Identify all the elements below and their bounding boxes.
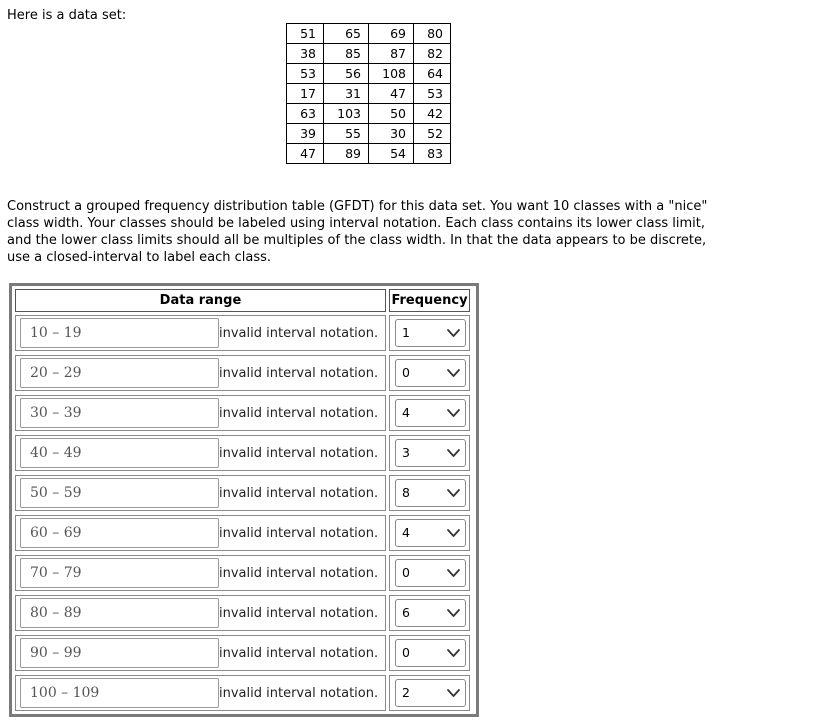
chevron-down-icon — [446, 525, 461, 540]
data-set-table — [286, 23, 451, 164]
range-input[interactable]: 10 – 19 — [20, 318, 219, 348]
data-value-cell: 63 — [287, 104, 324, 124]
data-value-cell: 103 — [324, 104, 369, 124]
data-range-cell — [15, 515, 386, 551]
validation-message: invalid interval notation. — [219, 606, 379, 621]
data-range-cell — [15, 555, 386, 591]
data-value-cell: 55 — [324, 124, 369, 144]
range-input[interactable]: 60 – 69 — [20, 518, 219, 548]
data-set-row — [287, 44, 451, 64]
data-value-cell: 56 — [324, 64, 369, 84]
frequency-dropdown[interactable] — [395, 359, 466, 387]
instructions-text: Construct a grouped frequency distribution table (GFDT) for this data set. You want 10 classes with a "nice" class width. Your classes should be labeled using interval notation. Each class contains its lower class limit, and the lower class limits should all be multiples of the class width. In that the data appears to be discrete, use a closed-interval to label each class. — [7, 199, 708, 265]
data-range-cell — [15, 635, 386, 671]
range-input[interactable]: 30 – 39 — [20, 398, 219, 428]
data-set-row — [287, 144, 451, 164]
gfdt-row — [15, 595, 470, 631]
chevron-down-icon — [446, 645, 461, 660]
frequency-value: 3 — [402, 445, 410, 460]
data-set-row — [287, 84, 451, 104]
frequency-value: 6 — [402, 605, 410, 620]
frequency-value: 4 — [402, 405, 410, 420]
frequency-value: 4 — [402, 525, 410, 540]
chevron-down-icon — [446, 565, 461, 580]
gfdt-row — [15, 675, 470, 711]
data-range-cell — [15, 475, 386, 511]
validation-message: invalid interval notation. — [219, 526, 379, 541]
frequency-cell — [389, 515, 470, 551]
chevron-down-icon — [446, 405, 461, 420]
range-input[interactable]: 40 – 49 — [20, 438, 219, 468]
frequency-cell — [389, 475, 470, 511]
data-value-cell: 38 — [287, 44, 324, 64]
validation-message: invalid interval notation. — [219, 326, 379, 341]
data-value-cell: 30 — [369, 124, 414, 144]
frequency-dropdown[interactable] — [395, 519, 466, 547]
frequency-value: 8 — [402, 485, 410, 500]
data-set-row — [287, 124, 451, 144]
data-set-row — [287, 104, 451, 124]
frequency-dropdown[interactable] — [395, 599, 466, 627]
chevron-down-icon — [446, 365, 461, 380]
data-set-row — [287, 64, 451, 84]
frequency-cell — [389, 435, 470, 471]
data-value-cell: 85 — [324, 44, 369, 64]
intro-text: Here is a data set: — [7, 8, 127, 23]
frequency-value: 1 — [402, 325, 410, 340]
gfdt-table — [9, 283, 479, 717]
chevron-down-icon — [446, 325, 461, 340]
chevron-down-icon — [446, 685, 461, 700]
data-value-cell: 87 — [369, 44, 414, 64]
data-value-cell: 108 — [369, 64, 414, 84]
frequency-dropdown[interactable] — [395, 399, 466, 427]
data-value-cell: 52 — [414, 124, 451, 144]
validation-message: invalid interval notation. — [219, 446, 379, 461]
data-range-cell — [15, 315, 386, 351]
range-input[interactable]: 70 – 79 — [20, 558, 219, 588]
frequency-cell — [389, 675, 470, 711]
frequency-value: 0 — [402, 365, 410, 380]
frequency-value: 0 — [402, 565, 410, 580]
data-value-cell: 53 — [287, 64, 324, 84]
header-frequency: Frequency — [389, 289, 470, 312]
data-value-cell: 65 — [324, 24, 369, 44]
data-value-cell: 69 — [369, 24, 414, 44]
frequency-dropdown[interactable] — [395, 439, 466, 467]
validation-message: invalid interval notation. — [219, 406, 379, 421]
data-value-cell: 47 — [287, 144, 324, 164]
data-value-cell: 82 — [414, 44, 451, 64]
gfdt-row — [15, 315, 470, 351]
gfdt-row — [15, 355, 470, 391]
gfdt-row — [15, 435, 470, 471]
header-data-range: Data range — [15, 289, 386, 312]
chevron-down-icon — [446, 605, 461, 620]
validation-message: invalid interval notation. — [219, 486, 379, 501]
chevron-down-icon — [446, 485, 461, 500]
data-value-cell: 42 — [414, 104, 451, 124]
frequency-dropdown[interactable] — [395, 319, 466, 347]
data-value-cell: 51 — [287, 24, 324, 44]
data-value-cell: 64 — [414, 64, 451, 84]
frequency-value: 2 — [402, 685, 410, 700]
data-value-cell: 80 — [414, 24, 451, 44]
data-set-row — [287, 24, 451, 44]
frequency-cell — [389, 555, 470, 591]
validation-message: invalid interval notation. — [219, 686, 379, 701]
data-value-cell: 53 — [414, 84, 451, 104]
data-value-cell: 50 — [369, 104, 414, 124]
validation-message: invalid interval notation. — [219, 646, 379, 661]
range-input[interactable]: 80 – 89 — [20, 598, 219, 628]
frequency-cell — [389, 595, 470, 631]
frequency-dropdown[interactable] — [395, 639, 466, 667]
frequency-value: 0 — [402, 645, 410, 660]
data-value-cell: 31 — [324, 84, 369, 104]
validation-message: invalid interval notation. — [219, 366, 379, 381]
chevron-down-icon — [446, 445, 461, 460]
data-value-cell: 47 — [369, 84, 414, 104]
frequency-cell — [389, 355, 470, 391]
gfdt-row — [15, 395, 470, 431]
frequency-dropdown[interactable] — [395, 479, 466, 507]
data-range-cell — [15, 355, 386, 391]
gfdt-row — [15, 515, 470, 551]
data-range-cell — [15, 675, 386, 711]
frequency-dropdown[interactable] — [395, 559, 466, 587]
frequency-cell — [389, 395, 470, 431]
data-value-cell: 54 — [369, 144, 414, 164]
frequency-dropdown[interactable] — [395, 679, 466, 707]
data-range-cell — [15, 595, 386, 631]
data-value-cell: 83 — [414, 144, 451, 164]
data-value-cell: 89 — [324, 144, 369, 164]
data-range-cell — [15, 395, 386, 431]
data-value-cell: 39 — [287, 124, 324, 144]
frequency-cell — [389, 635, 470, 671]
range-input[interactable]: 90 – 99 — [20, 638, 219, 668]
range-input[interactable]: 50 – 59 — [20, 478, 219, 508]
gfdt-row — [15, 555, 470, 591]
data-value-cell: 17 — [287, 84, 324, 104]
gfdt-row — [15, 475, 470, 511]
range-input[interactable]: 20 – 29 — [20, 358, 219, 388]
range-input[interactable]: 100 – 109 — [20, 678, 219, 708]
validation-message: invalid interval notation. — [219, 566, 379, 581]
frequency-cell — [389, 315, 470, 351]
data-range-cell — [15, 435, 386, 471]
gfdt-row — [15, 635, 470, 671]
